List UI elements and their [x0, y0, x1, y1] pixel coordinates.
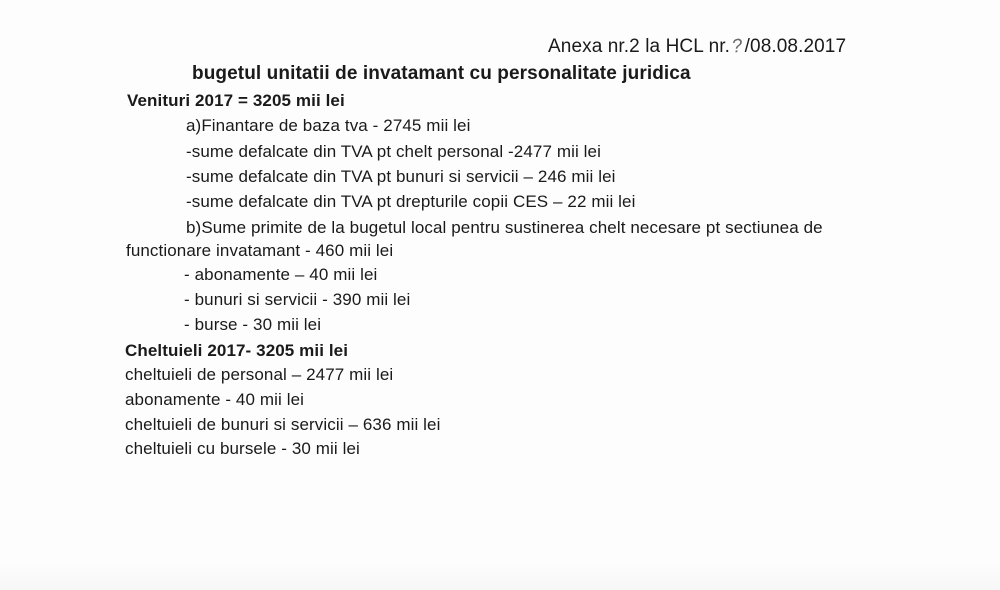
cheltuieli-line-personal: cheltuieli de personal – 2477 mii lei: [125, 365, 394, 384]
venituri-heading: Venituri 2017 = 3205 mii lei: [127, 91, 345, 110]
venituri-line-tva-bunuri: -sume defalcate din TVA pt bunuri si servicii – 246 mii lei: [186, 167, 616, 186]
venituri-line-burse: - burse - 30 mii lei: [184, 315, 322, 334]
venituri-line-tva-ces: -sume defalcate din TVA pt drepturile copii CES – 22 mii lei: [186, 192, 636, 211]
venituri-line-a: a)Finantare de baza tva - 2745 mii lei: [186, 116, 471, 135]
scan-shadow: [0, 560, 1000, 590]
cheltuieli-line-burse: cheltuieli cu bursele - 30 mii lei: [125, 439, 360, 458]
annex-prefix: Anexa nr.2 la HCL nr.: [548, 36, 730, 57]
annex-number-handwritten: ?: [730, 35, 745, 58]
cheltuieli-line-abonamente: abonamente - 40 mii lei: [125, 390, 305, 409]
document-title: bugetul unitatii de invatamant cu personalitate juridica: [192, 63, 691, 84]
cheltuieli-heading: Cheltuieli 2017- 3205 mii lei: [125, 341, 349, 360]
venituri-line-tva-personal: -sume defalcate din TVA pt chelt personal -2477 mii lei: [186, 142, 601, 161]
venituri-line-b: b)Sume primite de la bugetul local pentru sustinerea chelt necesare pt sectiunea de: [186, 218, 823, 237]
annex-reference: [548, 36, 846, 58]
venituri-line-abonamente: - abonamente – 40 mii lei: [184, 265, 378, 284]
annex-date: /08.08.2017: [744, 36, 847, 57]
venituri-line-bunuri: - bunuri si servicii - 390 mii lei: [184, 290, 411, 309]
venituri-line-b-continued: functionare invatamant - 460 mii lei: [126, 241, 394, 260]
cheltuieli-line-bunuri: cheltuieli de bunuri si servicii – 636 mii lei: [125, 415, 441, 434]
